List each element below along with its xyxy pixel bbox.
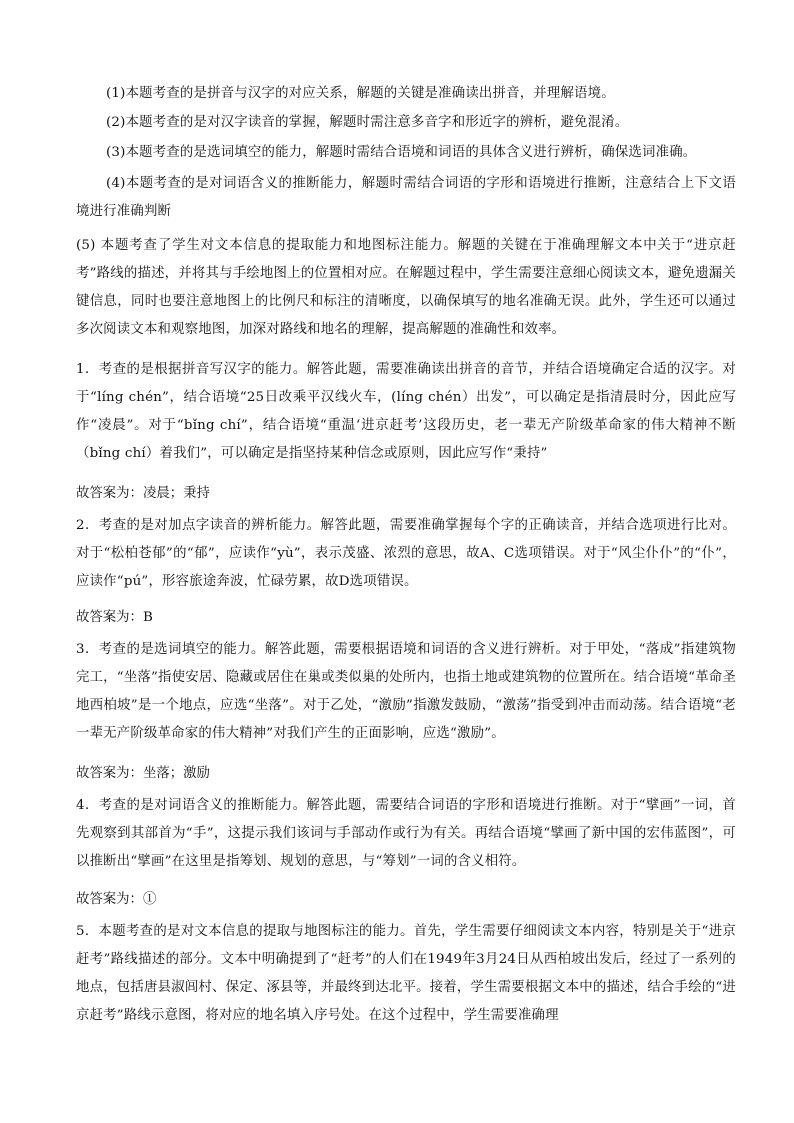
item5-summary: (5) 本题考查了学生对文本信息的提取能力和地图标注能力。解题的关键在于准确理解文本中关于“进京赶考”路线的描述，并将其与手绘地图上的位置相对应。在解题过程中，学生需要注意细心阅读文本，避免遗漏关键信息，同时也要注意地图上的比例尺和标注的清晰度，以确保填写的地名准确无误。此外，学生还可以通过多次阅读文本和观察地图，加深对路线和地名的理解，提高解题的准确性和效率。 [76,238,736,337]
summary-line-3: (3)本题考查的是选词填空的能力，解题时需结合语境和词语的具体含义进行辨析，确保选词准确。 [106,145,697,160]
q5-explanation: 5．本题考查的是对文本信息的提取与地图标注的能力。首先，学生需要仔细阅读文本内容，特别是关于“进京赶考”路线描述的部分。文本中明确提到了“赶考”的人们在1949年3月24日从西柏坡出发后，经过了一系列的地点，包括唐县淑闾村、保定、涿县等，并最终到达北平。接着，学生需要根据文本中的描述，结合手绘的“进京赶考”路线示意图，将对应的地名填入序号处。在这个过程中，学生需要准确理 [76,924,736,1023]
q4-explanation: 4．考查的是对词语含义的推断能力。解答此题，需要结合词语的字形和语境进行推断。对于“擘画”一词，首先观察到其部首为“手”，这提示我们该词与手部动作或行为有关。再结合语境“擘画了新中国的宏伟蓝图”，可以推断出“擘画”在这里是指筹划、规划的意思，与“筹划”一词的含义相符。 [76,798,736,869]
q3-explanation: 3．考查的是选词填空的能力。解答此题，需要根据语境和词语的含义进行辨析。对于甲处，“落成”指建筑物完工，“坐落”指使安居、隐藏或居住在巢或类似巢的处所内，也指土地或建筑物的位置所在。结合语境“革命圣地西柏坡”是一个地点，应选“坐落”。对于乙处，“激励”指激发鼓励，“激荡”指受到冲击而动荡。结合语境“老一辈无产阶级革命家的伟大精神”对我们产生的正面影响，应选“激励”。 [76,642,736,741]
summary-line-4: (4)本题考查的是对词语含义的推断能力，解题时需结合词语的字形和语境进行推断，注意结合上下文语境进行准确判断 [76,176,736,219]
q2-answer: 故答案为：B [76,610,153,625]
summary-line-2: (2)本题考查的是对汉字读音的掌握，解题时需注意多音字和形近字的辨析，避免混淆。 [106,115,629,130]
q1-answer: 故答案为：凌晨；秉持 [76,486,210,501]
q1-explanation: 1．考查的是根据拼音写汉字的能力。解答此题，需要准确读出拼音的音节，并结合语境确定合适的汉字。对于“líng chén”，结合语境“25日改乘平汉线火车，(líng chén）出发”，可以确定是指清晨时分，因此应写作“凌晨”。对于“bǐng chí”，结合语境“重温‘进京赶考’这段历史，老一辈无产阶级革命家的伟大精神不断（bǐng chí）着我们”，可以确定是指坚持某种信念或原则，因此应写作“秉持” [76,362,736,461]
q3-answer: 故答案为：坐落；激励 [76,766,210,781]
summary-line-1: (1)本题考查的是拼音与汉字的对应关系，解题的关键是准确读出拼音，并理解语境。 [106,86,615,101]
q2-explanation: 2．考查的是对加点字读音的辨析能力。解答此题，需要准确掌握每个字的正确读音，并结合选项进行比对。对于“松柏苍郁”的“郁”，应读作“yù”，表示茂盛、浓烈的意思，故A、C选项错误。对于“风尘仆仆”的“仆”，应读作“pú”，形容旅途奔波，忙碌劳累，故D选项错误。 [76,518,736,589]
q4-answer: 故答案为：① [76,892,157,907]
